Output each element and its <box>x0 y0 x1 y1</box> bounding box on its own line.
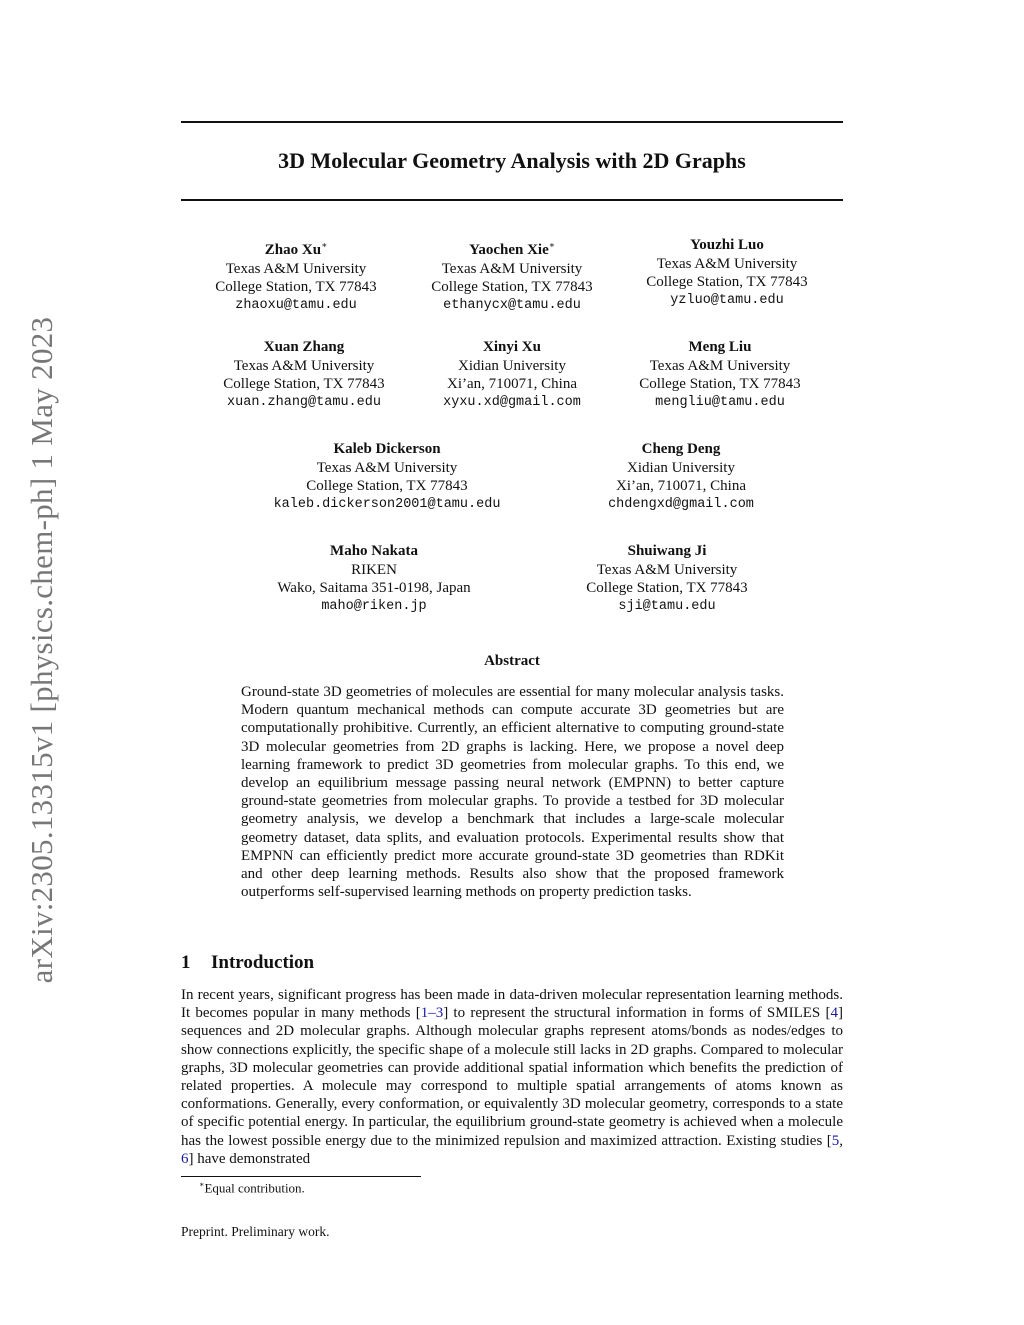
author-affiliation: Xidian University <box>627 459 735 476</box>
author-block <box>443 338 581 412</box>
intro-text: ] to represent the structural information in forms of SMILES [ <box>443 1005 831 1022</box>
author-affiliation: Texas A&M University <box>649 357 791 374</box>
author-name: Zhao Xu <box>264 242 322 258</box>
author-block <box>215 236 376 315</box>
author-affiliation: Texas A&M University <box>656 255 798 272</box>
preprint-note: Preprint. Preliminary work. <box>181 1224 330 1239</box>
citation-link[interactable]: 1–3 <box>420 1005 444 1022</box>
author-address: College Station, TX 77843 <box>586 580 748 596</box>
author-email[interactable]: sji@tamu.edu <box>618 598 716 614</box>
author-email[interactable]: xuan.zhang@tamu.edu <box>227 394 381 410</box>
title-rule-top <box>181 121 843 123</box>
arxiv-stamp: arXiv:2305.13315v1 [physics.chem-ph] 1 May 2023 <box>24 316 59 984</box>
author-address: College Station, TX 77843 <box>223 376 385 392</box>
author-name: Youzhi Luo <box>690 237 764 253</box>
introduction-paragraph <box>181 986 843 1168</box>
author-name: Maho Nakata <box>330 543 418 559</box>
author-block <box>431 236 592 315</box>
author-affiliation: Texas A&M University <box>225 260 367 277</box>
title-rule-bottom <box>181 199 843 201</box>
author-email[interactable]: chdengxd@gmail.com <box>608 496 754 512</box>
author-affiliation: Texas A&M University <box>316 459 458 476</box>
author-affiliation: Texas A&M University <box>233 357 375 374</box>
author-email[interactable]: kaleb.dickerson2001@tamu.edu <box>273 496 501 512</box>
author-affiliation: RIKEN <box>351 561 397 578</box>
author-block <box>639 338 800 412</box>
author-address: College Station, TX 77843 <box>646 274 808 290</box>
author-block <box>586 542 747 616</box>
footnote-rule <box>181 1176 421 1177</box>
intro-text: , <box>839 1132 843 1149</box>
intro-text: In recent years, significant progress has been made in data-driven molecular representation learning methods. It becomes popular in many methods [ <box>181 987 843 1022</box>
author-name: Xinyi Xu <box>483 339 541 355</box>
abstract-heading: Abstract <box>484 653 540 669</box>
intro-text: ] sequences and 2D molecular graphs. Although molecular graphs represent atoms/bonds as nodes/edges to show connections explicitly, the specific shape of a molecule still lacks in 2D graphs. Compared to molecular graphs, 3D molecular geometries can provide additional spatial information which benefits the prediction of related properties. A molecule may correspond to multiple spatial arrangements of atoms known as conformations. Generally, every conformation, or equivalently 3D molecular geometry, corresponds to a state of specific potential energy. In particular, the equilibrium ground-state geometry is achieved when a molecule has the lowest possible energy due to the minimized repulsion and maximized attraction. Existing studies [ <box>181 1005 843 1149</box>
author-address: Xi’an, 710071, China <box>447 376 577 392</box>
author-address: Xi’an, 710071, China <box>616 478 746 494</box>
intro-text: ] have demonstrated <box>188 1150 311 1167</box>
author-block <box>223 338 384 412</box>
footnote-text: Equal contribution. <box>204 1180 305 1196</box>
abstract-text: Ground-state 3D geometries of molecules are essential for many molecular analysis tasks. Modern quantum mechanical methods can compute accurate 3D geometries but are computationally prohibitive. Currently, an efficient alternative to computing ground-state 3D molecular geometries from 2D graphs is lacking. Here, we propose a novel deep learning framework to predict 3D geometries from molecular graphs. To this end, we develop an equilibrium message passing neural network (EMPNN) to better capture ground-state geometries from molecular graphs. To provide a testbed for 3D molecular geometry analysis, we develop a benchmark that includes a large-scale molecular geometry dataset, data splits, and evaluation protocols. Experimental results show that EMPNN can efficiently predict more accurate ground-state 3D geometries than RDKit and other deep learning methods. Results also show that the proposed framework outperforms self-supervised learning methods on property prediction tasks. <box>241 684 784 901</box>
equal-contribution-mark: ∗ <box>321 240 328 250</box>
author-address: College Station, TX 77843 <box>639 376 801 392</box>
author-name: Xuan Zhang <box>263 339 345 355</box>
author-email[interactable]: xyxu.xd@gmail.com <box>443 394 581 410</box>
footnote <box>199 1180 305 1196</box>
author-block <box>646 236 807 310</box>
author-name: Kaleb Dickerson <box>333 441 441 457</box>
section-heading-introduction <box>181 952 314 974</box>
author-address: College Station, TX 77843 <box>431 279 593 295</box>
author-email[interactable]: zhaoxu@tamu.edu <box>235 297 357 313</box>
author-affiliation: Texas A&M University <box>596 561 738 578</box>
citation-link[interactable]: 5 <box>831 1132 840 1149</box>
author-address: Wako, Saitama 351-0198, Japan <box>277 580 471 596</box>
section-number: 1 <box>181 952 191 973</box>
author-name: Yaochen Xie <box>469 242 549 258</box>
author-affiliation: Texas A&M University <box>441 260 583 277</box>
author-address: College Station, TX 77843 <box>306 478 468 494</box>
citation-link[interactable]: 6 <box>181 1150 189 1167</box>
section-title: Introduction <box>211 952 315 973</box>
paper-title: 3D Molecular Geometry Analysis with 2D Graphs <box>278 148 746 173</box>
author-block <box>608 440 754 514</box>
author-email[interactable]: yzluo@tamu.edu <box>670 292 784 308</box>
author-block <box>277 542 470 616</box>
author-name: Meng Liu <box>688 339 752 355</box>
footnote-mark: ∗ <box>199 1180 205 1189</box>
author-name: Cheng Deng <box>641 441 721 457</box>
equal-contribution-mark: ∗ <box>548 240 555 250</box>
citation-link[interactable]: 4 <box>830 1005 838 1022</box>
author-address: College Station, TX 77843 <box>215 279 377 295</box>
author-email[interactable]: maho@riken.jp <box>321 598 427 614</box>
author-email[interactable]: mengliu@tamu.edu <box>655 394 785 410</box>
author-email[interactable]: ethanycx@tamu.edu <box>443 297 581 313</box>
author-affiliation: Xidian University <box>458 357 566 374</box>
author-name: Shuiwang Ji <box>627 543 707 559</box>
author-block <box>274 440 501 514</box>
